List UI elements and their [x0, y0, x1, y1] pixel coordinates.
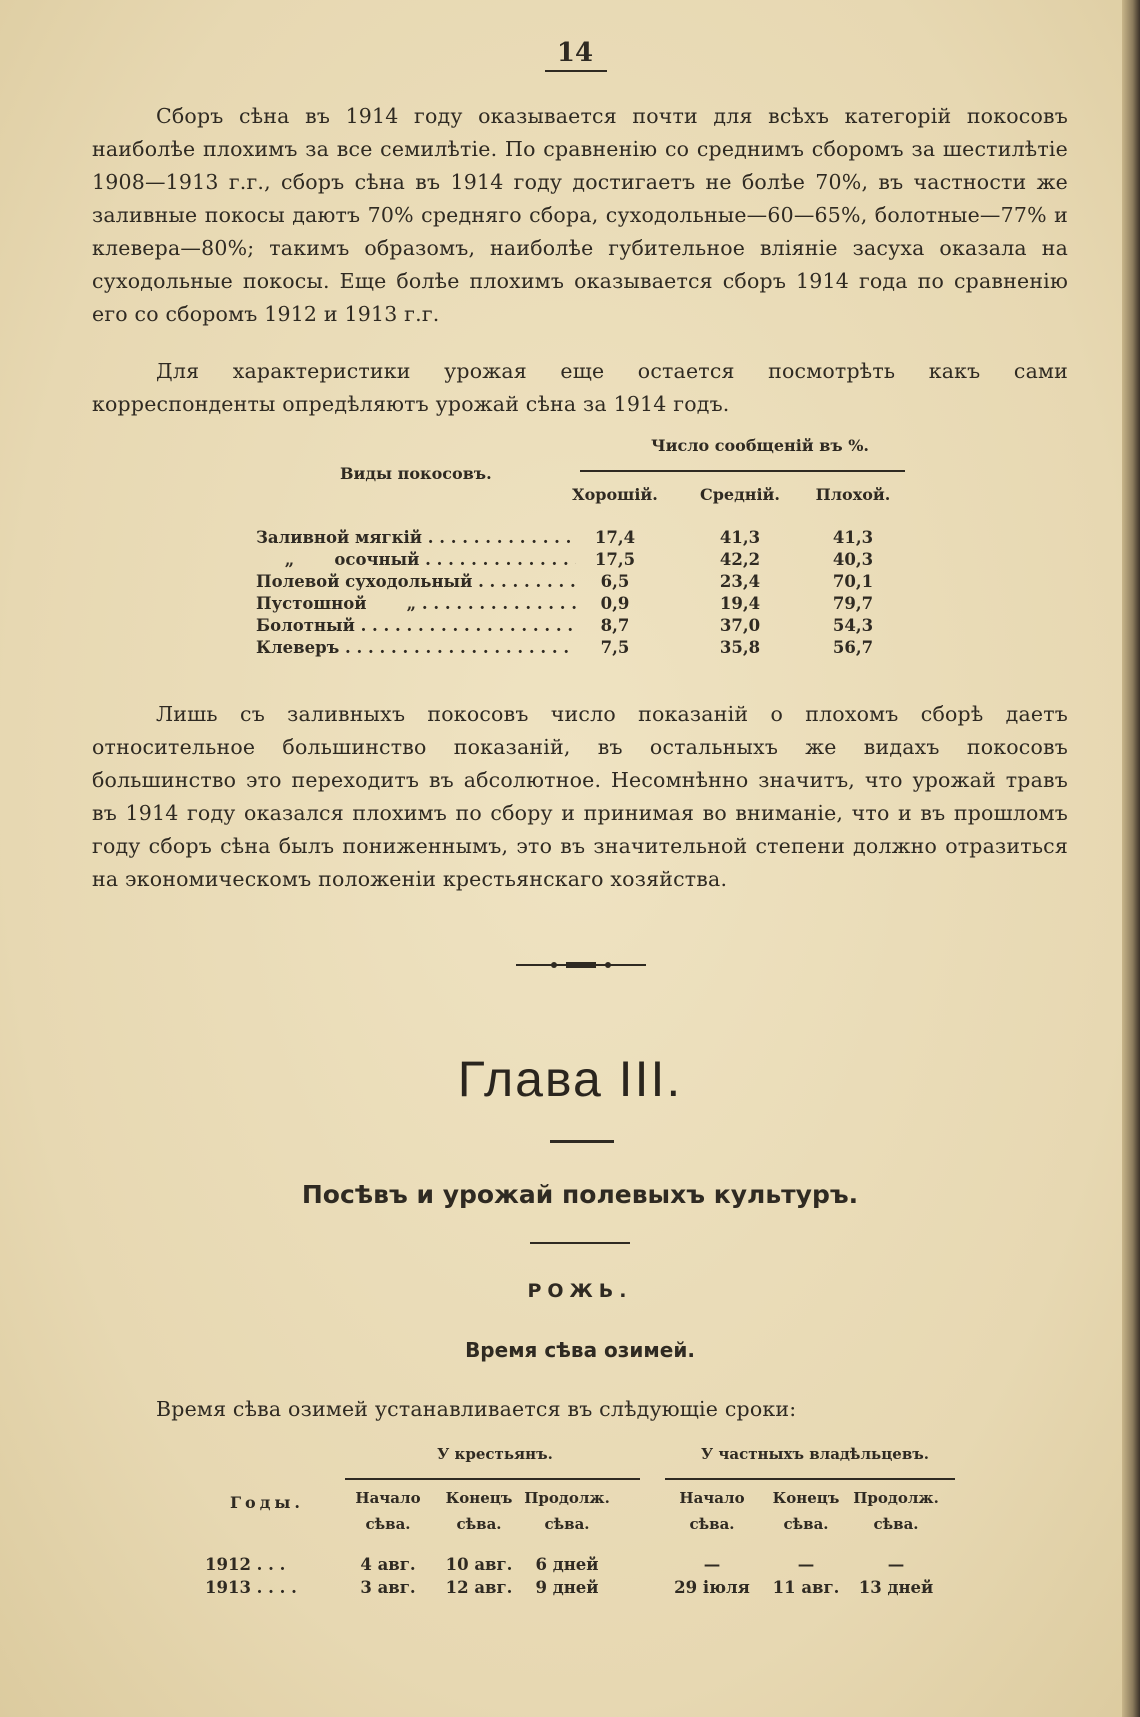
paragraph-sowing-intro: Время сѣва озимей устанавливается въ слѣдующіе сроки:: [156, 1397, 797, 1421]
table-row: [256, 550, 936, 572]
book-edge-shadow: [1122, 0, 1140, 1717]
cell: —: [887, 1555, 905, 1574]
cell: 12 авг.: [445, 1578, 513, 1597]
row-label: Полевой суходольный . . .: [256, 572, 576, 591]
col-header-line1: Продолж.: [524, 1489, 610, 1507]
col-header-line1: Конецъ: [445, 1489, 513, 1507]
table2-rule-owners: [665, 1478, 955, 1480]
cell: 13 дней: [858, 1578, 934, 1597]
table1-group-header: Число сообщеній въ %.: [651, 436, 869, 455]
table2-col-header: [521, 1485, 613, 1537]
cell: 6 дней: [535, 1555, 599, 1574]
cell: 41,3: [832, 528, 874, 547]
row-label: „ осочный . . .: [256, 550, 576, 569]
table1-col-bad: Плохой.: [815, 485, 891, 504]
cell: 17,4: [594, 528, 636, 547]
cell: 8,7: [600, 616, 630, 635]
col-header-line2: сѣва.: [783, 1515, 829, 1533]
table-row: [256, 594, 936, 616]
col-header-line1: Конецъ: [772, 1489, 840, 1507]
col-header-line1: Продолж.: [853, 1489, 939, 1507]
table-row: [205, 1578, 985, 1600]
cell: 6,5: [600, 572, 630, 591]
row-label: Заливной мягкій . . .: [256, 528, 576, 547]
table2-group-peasants: У крестьянъ.: [437, 1445, 553, 1463]
cell: 3 авг.: [360, 1578, 416, 1597]
cell: —: [797, 1555, 815, 1574]
cell: 40,3: [832, 550, 874, 569]
table1-col-good: Хорошій.: [572, 485, 658, 504]
table1-col-medium: Средній.: [700, 485, 780, 504]
chapter-title: Глава III.: [457, 1051, 683, 1107]
table1-stub-header: Виды покосовъ.: [340, 464, 492, 483]
page-number: 14: [556, 38, 594, 68]
cell: 56,7: [832, 638, 874, 657]
col-header-line2: сѣва.: [365, 1515, 411, 1533]
chapter-rule: [550, 1140, 614, 1143]
row-label: Пустошной „ . . .: [256, 594, 576, 613]
table2-col-header: [666, 1485, 758, 1537]
cell: 35,8: [719, 638, 761, 657]
cell: 42,2: [719, 550, 761, 569]
table-row: [256, 572, 936, 594]
cell: 17,5: [594, 550, 636, 569]
cell: 4 авг.: [360, 1555, 416, 1574]
table2-stub-header: Годы.: [230, 1493, 304, 1512]
col-header-line1: Начало: [355, 1489, 421, 1507]
subsection-title: РОЖЬ.: [527, 1280, 633, 1302]
cell: 37,0: [719, 616, 761, 635]
cell: —: [703, 1555, 721, 1574]
subheading: Время сѣва озимей.: [465, 1338, 695, 1362]
divider-ornament: [516, 960, 646, 970]
paragraph-hay-harvest: Сборъ сѣна въ 1914 году оказывается почти для всѣхъ категорій покосовъ наиболѣе плохимъ за все семилѣтіе. По сравненію со среднимъ сборомъ за шестилѣтіе 1908—1913 г.г., сборъ сѣна въ 1914 году достигаетъ не болѣе 70%, въ частности же заливные покосы даютъ 70% средняго сбора, суходольные—60—65%, болотные—77% и клевера—80%; такимъ образомъ, наиболѣе губительное вліяніе засуха оказала на суходольные покосы. Еще болѣе плохимъ оказывается сборъ 1914 года по сравненію его со сборомъ 1912 и 1913 г.г.: [92, 104, 1068, 326]
paragraph-correspondents: Для характеристики урожая еще остается посмотрѣть какъ сами корреспонденты опредѣляютъ урожай сѣна за 1914 годъ.: [92, 359, 1068, 416]
section-title: Посѣвъ и урожай полевыхъ культуръ.: [301, 1180, 859, 1209]
cell: 23,4: [719, 572, 761, 591]
table2-col-header: [433, 1485, 525, 1537]
table-row: [256, 638, 936, 660]
table2-group-owners: У частныхъ владѣльцевъ.: [700, 1445, 929, 1463]
cell: 10 авг.: [445, 1555, 513, 1574]
table-row: [256, 528, 936, 550]
table2-col-header: [760, 1485, 852, 1537]
row-year: 1913 . . . .: [205, 1578, 297, 1597]
row-label: Болотный . . .: [256, 616, 576, 635]
col-header-line2: сѣва.: [689, 1515, 735, 1533]
table2-col-header: [850, 1485, 942, 1537]
col-header-line2: сѣва.: [873, 1515, 919, 1533]
section-rule: [530, 1242, 630, 1244]
page-number-underline: [545, 70, 607, 72]
cell: 19,4: [719, 594, 761, 613]
cell: 9 дней: [535, 1578, 599, 1597]
paragraph-conclusion: Лишь съ заливныхъ покосовъ число показаній о плохомъ сборѣ даетъ относительное большинство показаній, въ остальныхъ же видахъ покосовъ большинство это переходитъ въ абсолютное. Несомнѣнно значитъ, что урожай травъ въ 1914 году оказался плохимъ по сбору и принимая во вниманіе, что и въ прошломъ году сборъ сѣна былъ пониженнымъ, это въ значительной степени должно отразиться на экономическомъ положеніи крестьянскаго хозяйства.: [92, 702, 1068, 891]
cell: 79,7: [832, 594, 874, 613]
cell: 41,3: [719, 528, 761, 547]
table2-rule-peasants: [345, 1478, 640, 1480]
cell: 70,1: [832, 572, 874, 591]
table1-brace: [580, 470, 905, 472]
col-header-line2: сѣва.: [544, 1515, 590, 1533]
cell: 7,5: [600, 638, 630, 657]
col-header-line1: Начало: [679, 1489, 745, 1507]
row-year: 1912 . . .: [205, 1555, 286, 1574]
cell: 29 іюля: [674, 1578, 750, 1597]
cell: 54,3: [832, 616, 874, 635]
cell: 11 авг.: [772, 1578, 840, 1597]
col-header-line2: сѣва.: [456, 1515, 502, 1533]
cell: 0,9: [600, 594, 630, 613]
row-label: Клеверъ . . .: [256, 638, 576, 657]
table-row: [256, 616, 936, 638]
table-row: [205, 1555, 985, 1577]
table2-col-header: [342, 1485, 434, 1537]
